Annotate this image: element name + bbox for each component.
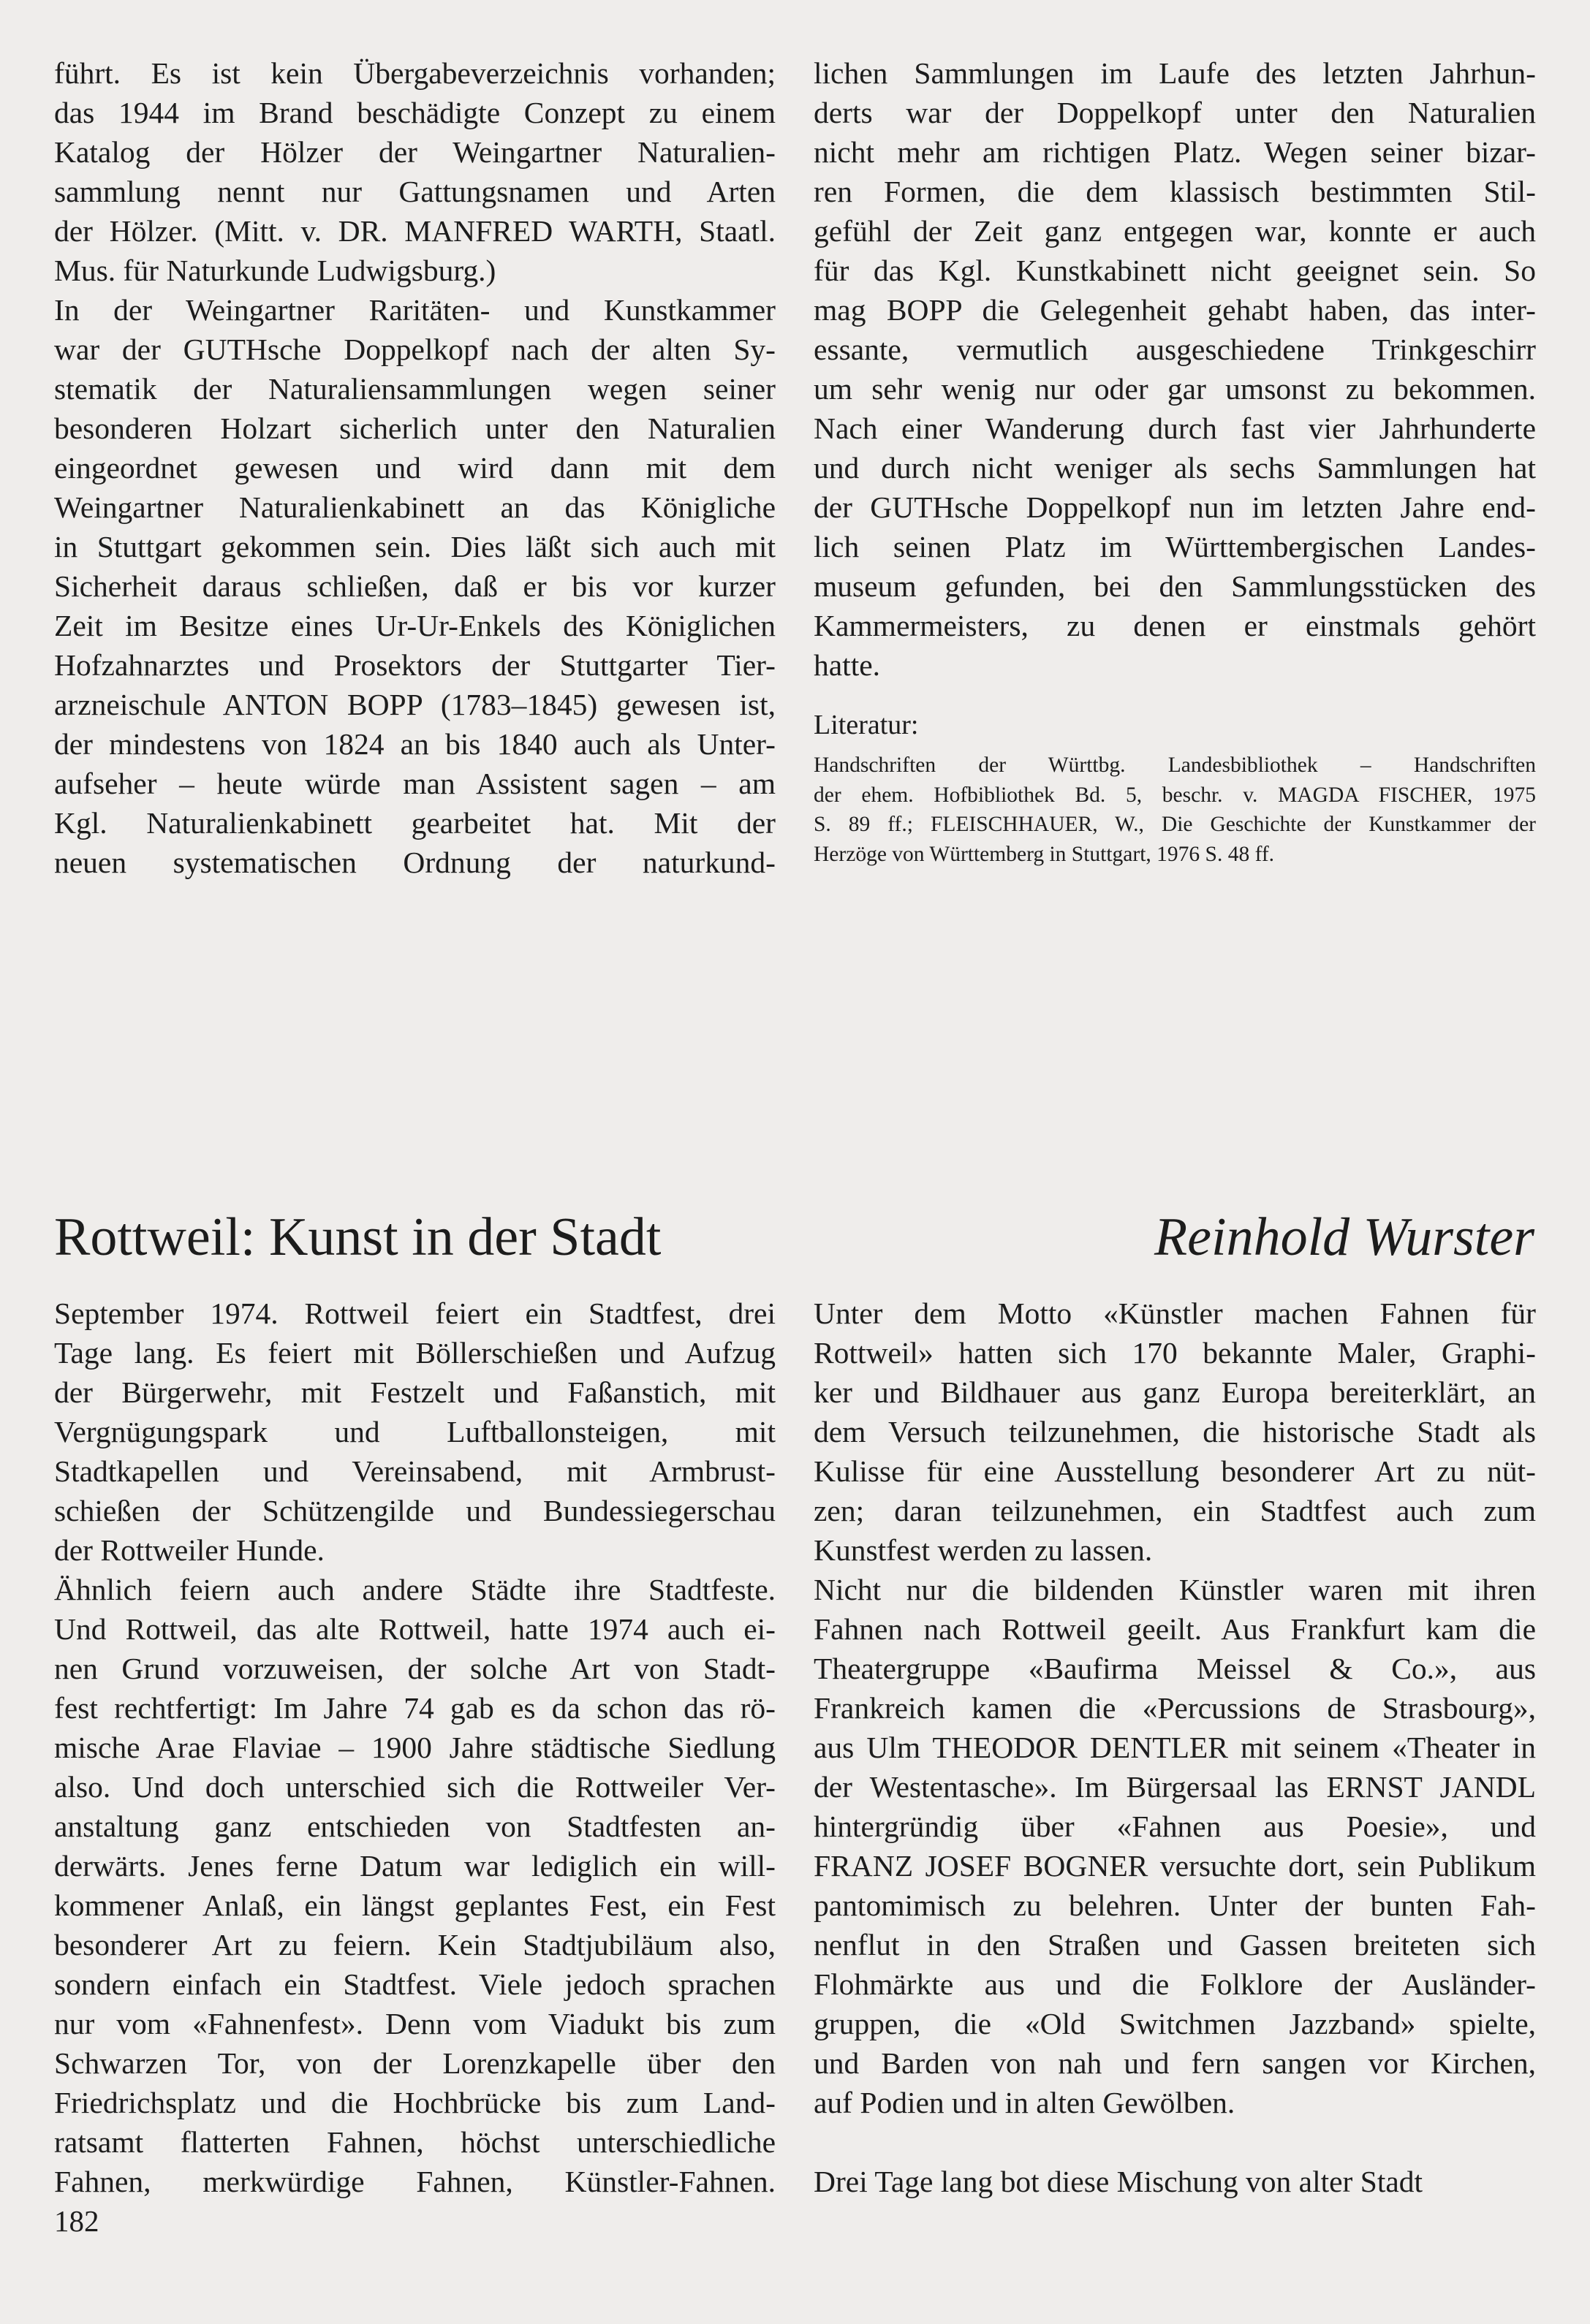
text-line: gruppen, die «Old Switchmen Jazzband» spielte, — [814, 2007, 1536, 2040]
text-line: essante, vermutlich ausgeschiedene Trinkgeschirr — [814, 333, 1536, 366]
text-line: Fahnen nach Rottweil geeilt. Aus Frankfurt kam die — [814, 1612, 1536, 1646]
text-line: Hofzahnarztes und Prosektors der Stuttgarter Tier- — [54, 648, 776, 682]
text-line: der Bürgerwehr, mit Festzelt und Faßanstich, mit — [54, 1375, 776, 1409]
text-line: neuen systematischen Ordnung der naturkund- — [54, 846, 776, 879]
text-line: Nicht nur die bildenden Künstler waren mit ihren — [814, 1573, 1536, 1606]
article-title: Rottweil: Kunst in der Stadt — [54, 1207, 662, 1267]
text-line: der mindestens von 1824 an bis 1840 auch als Unter- — [54, 727, 776, 761]
literature-line: S. 89 ff.; FLEISCHHAUER, W., Die Geschichte der Kunstkammer der — [814, 813, 1536, 836]
text-line: Vergnügungspark und Luftballonsteigen, mit — [54, 1415, 776, 1448]
text-line: Und Rottweil, das alte Rottweil, hatte 1974 auch ei- — [54, 1612, 776, 1646]
text-line: um sehr wenig nur oder gar umsonst zu bekommen. — [814, 372, 1536, 406]
text-line: anstaltung ganz entschieden von Stadtfesten an- — [54, 1810, 776, 1843]
text-line: Fahnen, merkwürdige Fahnen, Künstler-Fahnen. — [54, 2165, 776, 2198]
text-line: der Rottweiler Hunde. — [54, 1533, 325, 1567]
text-line: zen; daran teilzunehmen, ein Stadtfest auch zum — [814, 1494, 1536, 1527]
text-line: In der Weingartner Raritäten- und Kunstkammer — [54, 293, 776, 327]
text-line: Zeit im Besitze eines Ur-Ur-Enkels des Königlichen — [54, 609, 776, 642]
text-line: besonderer Art zu feiern. Kein Stadtjubiläum also, — [54, 1928, 776, 1962]
text-line: mag BOPP die Gelegenheit gehabt haben, das inter- — [814, 293, 1536, 327]
text-line: lichen Sammlungen im Laufe des letzten Jahrhun- — [814, 56, 1536, 90]
text-line: Frankreich kamen die «Percussions de Strasbourg», — [814, 1691, 1536, 1725]
text-line: museum gefunden, bei den Sammlungsstücken des — [814, 569, 1536, 603]
literature-block — [814, 707, 1536, 869]
top-left-column — [54, 53, 776, 882]
text-line: aus Ulm THEODOR DENTLER mit seinem «Theater in — [814, 1731, 1536, 1764]
text-line: auf Podien und in alten Gewölben. — [814, 2086, 1235, 2119]
text-line: fest rechtfertigt: Im Jahre 74 gab es da schon das rö- — [54, 1691, 776, 1725]
text-line: der GUTHsche Doppelkopf nun im letzten Jahre end- — [814, 490, 1536, 524]
text-line: Schwarzen Tor, von der Lorenzkapelle über den — [54, 2046, 776, 2080]
text-line: hintergründig über «Fahnen aus Poesie», und — [814, 1810, 1536, 1843]
text-line: Tage lang. Es feiert mit Böllerschießen und Aufzug — [54, 1336, 776, 1370]
text-line: hatte. — [814, 648, 881, 682]
text-line: Friedrichsplatz und die Hochbrücke bis zum Land- — [54, 2086, 776, 2119]
text-line: Kulisse für eine Ausstellung besonderer Art zu nüt- — [814, 1454, 1536, 1488]
text-line: Kgl. Naturalienkabinett gearbeitet hat. Mit der — [54, 806, 776, 840]
text-line: in Stuttgart gekommen sein. Dies läßt sich auch mit — [54, 530, 776, 563]
text-line: und Barden von nah und fern sangen vor Kirchen, — [814, 2046, 1536, 2080]
text-line: Drei Tage lang bot diese Mischung von alter Stadt — [814, 2165, 1423, 2198]
text-line: Kunstfest werden zu lassen. — [814, 1533, 1153, 1567]
text-line: besonderen Holzart sicherlich unter den Naturalien — [54, 411, 776, 445]
text-line: lich seinen Platz im Württembergischen Landes- — [814, 530, 1536, 563]
page-number: 182 — [54, 2204, 99, 2238]
text-line: sondern einfach ein Stadtfest. Viele jedoch sprachen — [54, 1967, 776, 2001]
text-line: Flohmärkte aus und die Folklore der Ausländer- — [814, 1967, 1536, 2001]
text-line: derwärts. Jenes ferne Datum war lediglich ein will- — [54, 1849, 776, 1883]
text-line: war der GUTHsche Doppelkopf nach der alten Sy- — [54, 333, 776, 366]
text-line: nur vom «Fahnenfest». Denn vom Viadukt bis zum — [54, 2007, 776, 2040]
text-line: Kammermeisters, zu denen er einstmals gehört — [814, 609, 1536, 642]
text-line: pantomimisch zu belehren. Unter der bunten Fah- — [814, 1888, 1536, 1922]
text-line: der Hölzer. (Mitt. v. DR. MANFRED WARTH, Staatl. — [54, 214, 776, 248]
literature-line: Handschriften der Württbg. Landesbibliothek – Handschriften — [814, 753, 1536, 777]
literature-line: Herzöge von Württemberg in Stuttgart, 1976 S. 48 ff. — [814, 842, 1275, 866]
text-line: September 1974. Rottweil feiert ein Stadtfest, drei — [54, 1296, 776, 1330]
text-line: stematik der Naturaliensammlungen wegen seiner — [54, 372, 776, 406]
text-line: das 1944 im Brand beschädigte Conzept zu einem — [54, 96, 776, 129]
text-line: dem Versuch teilzunehmen, die historische Stadt als — [814, 1415, 1536, 1448]
text-line: schießen der Schützengilde und Bundessiegerschau — [54, 1494, 776, 1527]
text-line: gefühl der Zeit ganz entgegen war, konnte er auch — [814, 214, 1536, 248]
bottom-right-column — [814, 1294, 1536, 2201]
literature-line: der ehem. Hofbibliothek Bd. 5, beschr. v. MAGDA FISCHER, 1975 — [814, 783, 1536, 807]
text-line: Rottweil» hatten sich 170 bekannte Maler, Graphi- — [814, 1336, 1536, 1370]
text-line: derts war der Doppelkopf unter den Naturalien — [814, 96, 1536, 129]
text-line: Katalog der Hölzer der Weingartner Naturalien- — [54, 135, 776, 169]
text-line: nenflut in den Straßen und Gassen breiteten sich — [814, 1928, 1536, 1962]
text-line: arzneischule ANTON BOPP (1783–1845) gewesen ist, — [54, 688, 776, 721]
text-line: für das Kgl. Kunstkabinett nicht geeignet sein. So — [814, 254, 1536, 287]
text-line: Mus. für Naturkunde Ludwigsburg.) — [54, 254, 496, 287]
text-line: der Westentasche». Im Bürgersaal las ERNST JANDL — [814, 1770, 1536, 1804]
text-line: und durch nicht weniger als sechs Sammlungen hat — [814, 451, 1536, 485]
text-line: kommener Anlaß, ein längst geplantes Fest, ein Fest — [54, 1888, 776, 1922]
text-line: also. Und doch unterschied sich die Rottweiler Ver- — [54, 1770, 776, 1804]
text-line: Sicherheit daraus schließen, daß er bis vor kurzer — [54, 569, 776, 603]
text-line: Ähnlich feiern auch andere Städte ihre Stadtfeste. — [54, 1573, 776, 1606]
text-line: ren Formen, die dem klassisch bestimmten Stil- — [814, 175, 1536, 208]
text-line: Theatergruppe «Baufirma Meissel & Co.», aus — [814, 1652, 1536, 1685]
article-author: Reinhold Wurster — [1154, 1207, 1534, 1267]
text-line: ker und Bildhauer aus ganz Europa bereiterklärt, an — [814, 1375, 1536, 1409]
text-line: aufseher – heute würde man Assistent sagen – am — [54, 767, 776, 800]
text-line: ratsamt flatterten Fahnen, höchst unterschiedliche — [54, 2125, 776, 2159]
bottom-left-column — [54, 1294, 776, 2201]
text-line: Unter dem Motto «Künstler machen Fahnen für — [814, 1296, 1536, 1330]
text-line: mische Arae Flaviae – 1900 Jahre städtische Siedlung — [54, 1731, 776, 1764]
text-line: Weingartner Naturalienkabinett an das Königliche — [54, 490, 776, 524]
text-line: Stadtkapellen und Vereinsabend, mit Armbrust- — [54, 1454, 776, 1488]
text-line: nen Grund vorzuweisen, der solche Art von Stadt- — [54, 1652, 776, 1685]
text-line: FRANZ JOSEF BOGNER versuchte dort, sein Publikum — [814, 1849, 1536, 1883]
text-line: führt. Es ist kein Übergabeverzeichnis vorhanden; — [54, 56, 776, 90]
literature-heading: Literatur: — [814, 710, 919, 740]
text-line: sammlung nennt nur Gattungsnamen und Arten — [54, 175, 776, 208]
top-right-column — [814, 53, 1536, 869]
text-line: eingeordnet gewesen und wird dann mit dem — [54, 451, 776, 485]
text-line: nicht mehr am richtigen Platz. Wegen seiner bizar- — [814, 135, 1536, 169]
text-line: Nach einer Wanderung durch fast vier Jahrhunderte — [814, 411, 1536, 445]
